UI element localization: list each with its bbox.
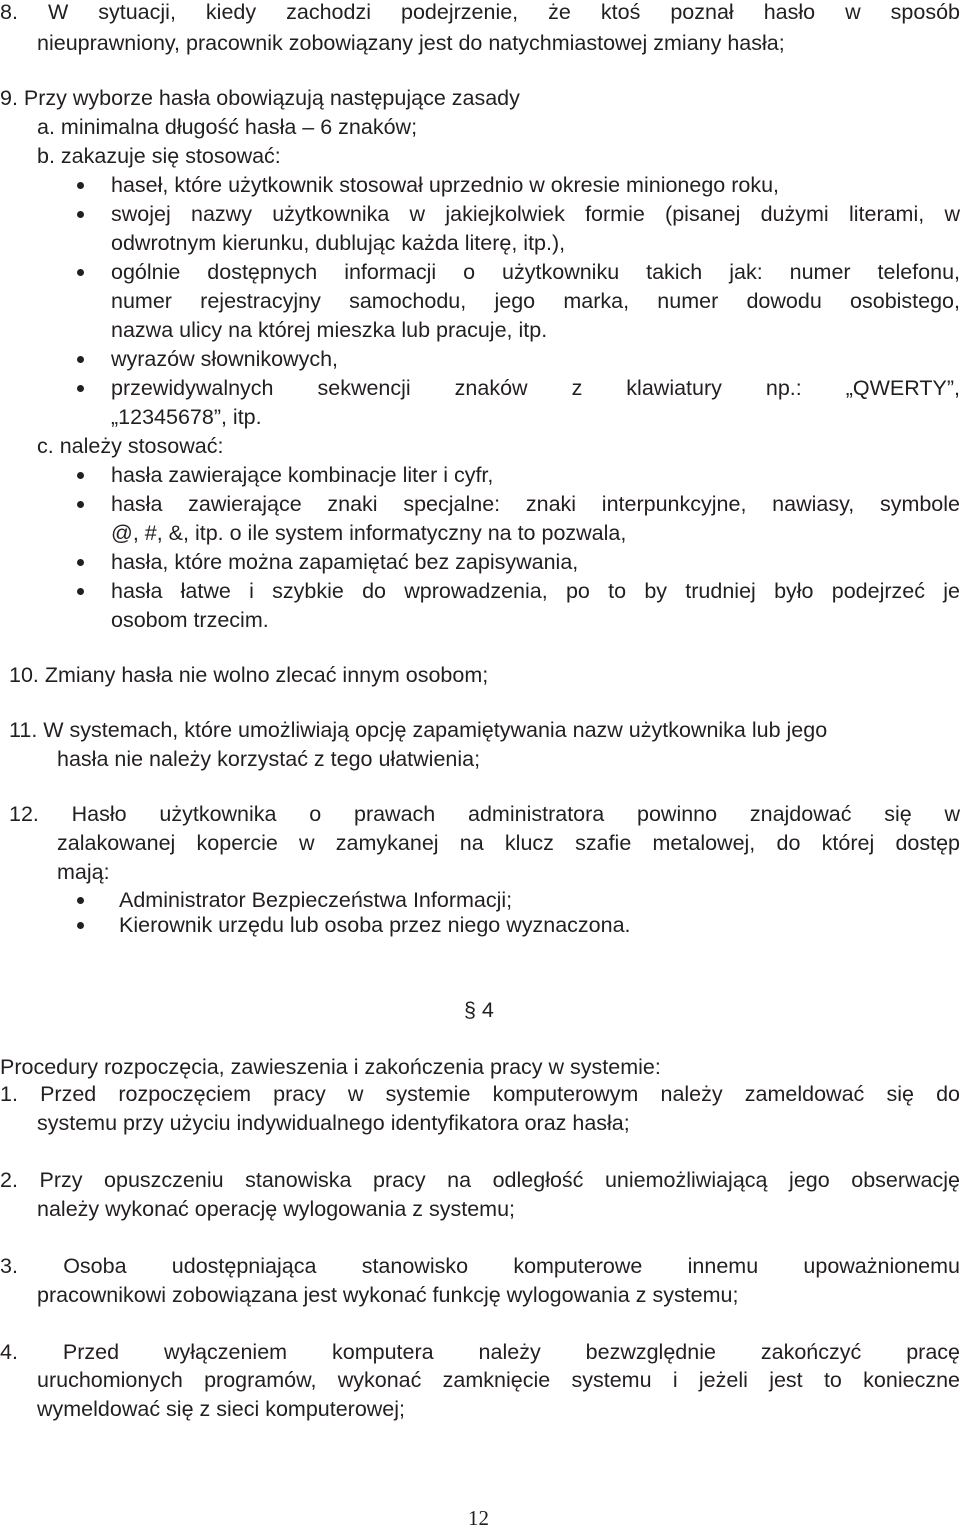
bullet-icon [77, 385, 84, 392]
text-line: 1. Przed rozpoczęciem pracy w systemie komputerowym należy zameldować się do [0, 1084, 960, 1106]
bullet-icon [77, 472, 84, 479]
text-line: @, #, &, itp. o ile system informatyczny na to pozwala, [111, 521, 627, 545]
text-line: mają: [57, 860, 110, 884]
text-line: b. zakazuje się stosować: [37, 144, 281, 168]
text-line: c. należy stosować: [37, 434, 224, 458]
text-line: hasła zawierające kombinacje liter i cyfr, [111, 463, 494, 487]
text-line: uruchomionych programów, wykonać zamknięcie systemu i jeżeli jest to konieczne [37, 1370, 960, 1392]
bullet-icon [77, 922, 84, 929]
text-line: systemu przy użyciu indywidualnego identyfikatora oraz hasła; [37, 1111, 630, 1135]
text-line: zalakowanej kopercie w zamykanej na klucz szafie metalowej, do której dostęp [57, 833, 960, 855]
text-line: Administrator Bezpieczeństwa Informacji; [119, 888, 513, 912]
text-line: ogólnie dostępnych informacji o użytkowniku takich jak: numer telefonu, [111, 262, 960, 284]
bullet-icon [77, 182, 84, 189]
text-line: numer rejestracyjny samochodu, jego marka, numer dowodu osobistego, [111, 291, 960, 313]
text-line: a. minimalna długość hasła – 6 znaków; [37, 115, 418, 139]
bullet-icon [77, 269, 84, 276]
bullet-icon [77, 356, 84, 363]
text-line: należy wykonać operację wylogowania z systemu; [37, 1197, 516, 1221]
text-line: hasła zawierające znaki specjalne: znaki interpunkcyjne, nawiasy, symbole [111, 494, 960, 516]
text-line: pracownikowi zobowiązana jest wykonać funkcję wylogowania z systemu; [37, 1283, 739, 1307]
bullet-icon [77, 559, 84, 566]
text-line: 10. Zmiany hasła nie wolno zlecać innym osobom; [9, 663, 489, 687]
text-line: osobom trzecim. [111, 608, 269, 632]
text-line: nazwa ulicy na której mieszka lub pracuje, itp. [111, 318, 548, 342]
page-number: 12 [468, 1506, 489, 1530]
section-heading: § 4 [464, 998, 494, 1022]
text-line: nieuprawniony, pracownik zobowiązany jest do natychmiastowej zmiany hasła; [37, 31, 785, 55]
bullet-icon [77, 897, 84, 904]
text-line: hasła nie należy korzystać z tego ułatwienia; [57, 747, 481, 771]
text-line: 4. Przed wyłączeniem komputera należy bezwzględnie zakończyć pracę [0, 1342, 960, 1364]
text-line: 3. Osoba udostępniająca stanowisko komputerowe innemu upoważnionemu [0, 1256, 960, 1278]
text-line: 9. Przy wyborze hasła obowiązują następujące zasady [0, 86, 520, 110]
text-line: „12345678”, itp. [111, 405, 262, 429]
text-line: Procedury rozpoczęcia, zawieszenia i zakończenia pracy w systemie: [0, 1055, 661, 1079]
text-line: Kierownik urzędu lub osoba przez niego wyznaczona. [119, 913, 631, 937]
text-line: wymeldować się z sieci komputerowej; [37, 1397, 406, 1421]
text-line: wyrazów słownikowych, [111, 347, 339, 371]
text-line: hasła łatwe i szybkie do wprowadzenia, po to by trudniej było podejrzeć je [111, 581, 960, 603]
text-line: 2. Przy opuszczeniu stanowiska pracy na odległość uniemożliwiającą jego obserwację [0, 1170, 960, 1192]
text-line: przewidywalnych sekwencji znaków z klawiatury np.: „QWERTY”, [111, 378, 960, 400]
text-line: hasła, które można zapamiętać bez zapisywania, [111, 550, 579, 574]
bullet-icon [77, 211, 84, 218]
text-line: 11. W systemach, które umożliwiają opcję zapamiętywania nazw użytkownika lub jego [9, 718, 828, 742]
bullet-icon [77, 501, 84, 508]
text-line: haseł, które użytkownik stosował uprzednio w okresie minionego roku, [111, 173, 780, 197]
text-line: odwrotnym kierunku, dublując każda literę, itp.), [111, 231, 566, 255]
bullet-icon [77, 588, 84, 595]
text-line: 12. Hasło użytkownika o prawach administratora powinno znajdować się w [9, 804, 960, 826]
text-line: swojej nazwy użytkownika w jakiejkolwiek formie (pisanej dużymi literami, w [111, 204, 960, 226]
text-line: 8. W sytuacji, kiedy zachodzi podejrzenie, że ktoś poznał hasło w sposób [0, 2, 960, 24]
